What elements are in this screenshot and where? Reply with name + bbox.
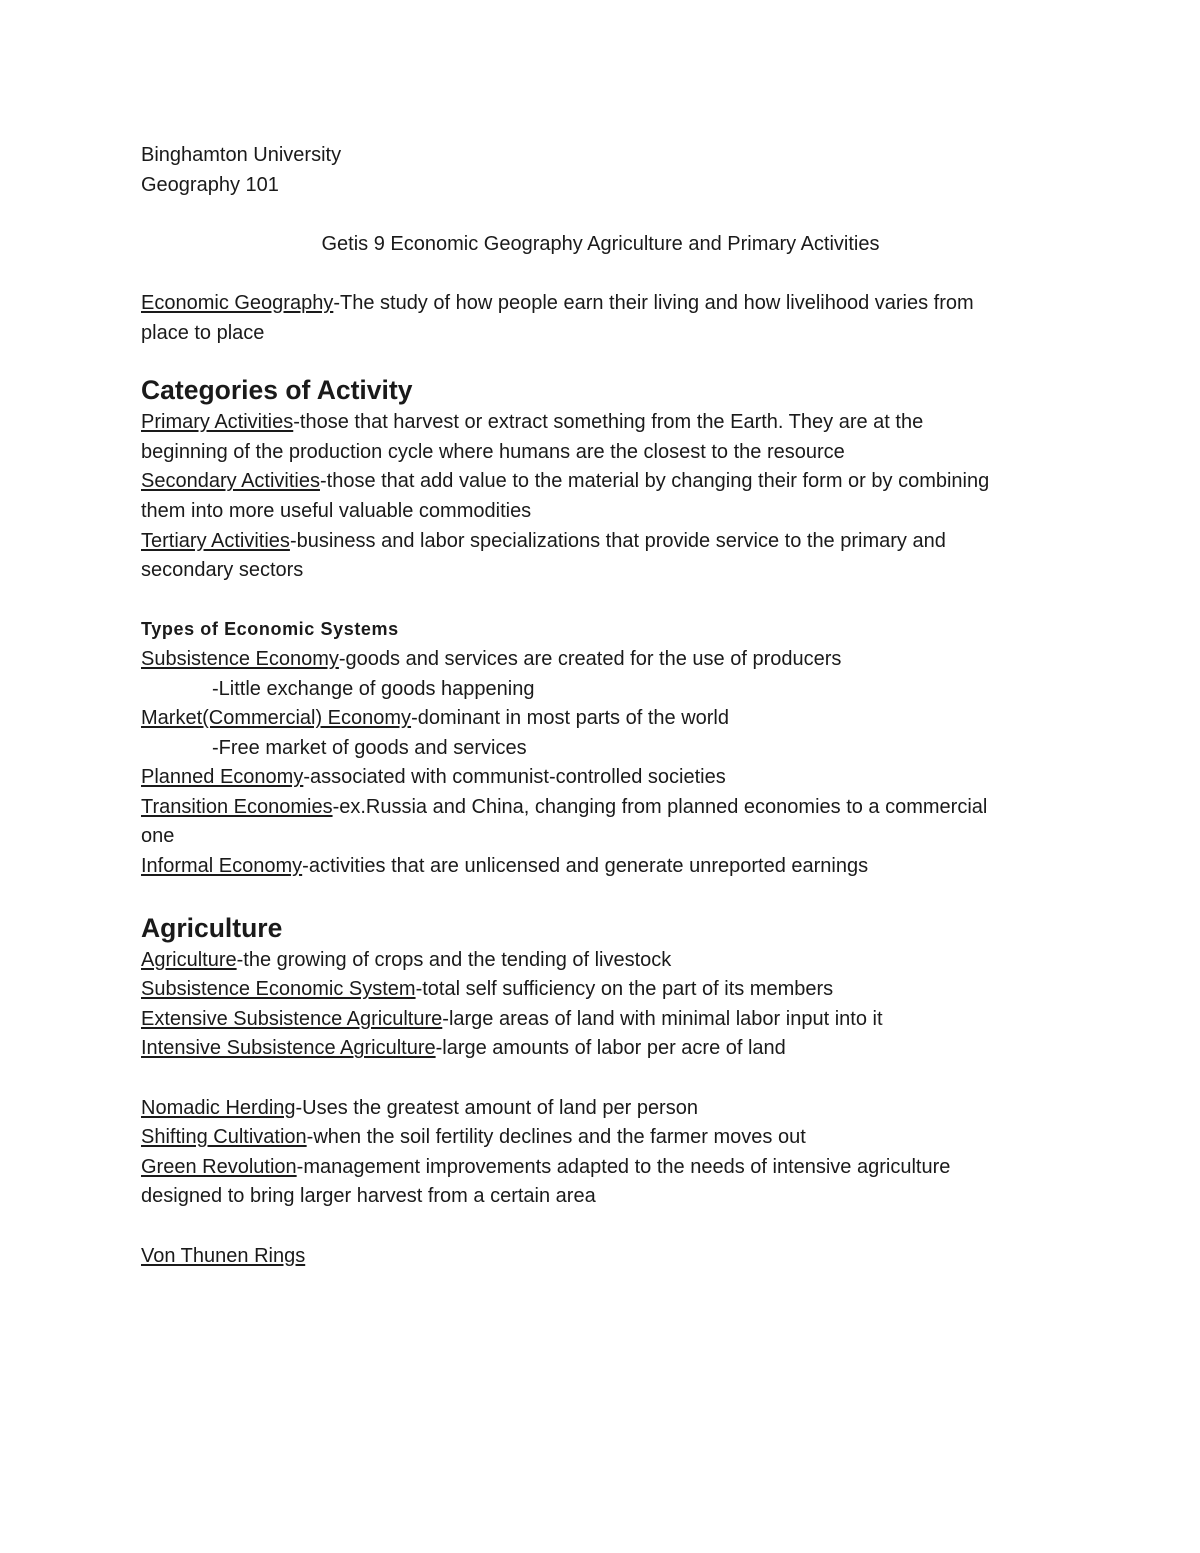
definition-text: -management improvements adapted to the needs of intensive agriculture	[296, 1155, 951, 1178]
definition-text: -goods and services are created for the use of producers	[338, 647, 842, 670]
definition-text: -total self sufficiency on the part of its members	[415, 978, 834, 1001]
definition-text: -when the soil fertility declines and the farmer moves out	[306, 1126, 806, 1149]
von-thunen-line	[141, 1242, 1060, 1272]
spacer	[141, 1212, 1060, 1242]
term-subsistence-economy: Subsistence Economy	[141, 647, 339, 670]
informal-economy-definition	[141, 852, 1060, 882]
spacer	[141, 200, 1060, 230]
heading-economic-systems: Types of Economic Systems	[141, 619, 399, 640]
term-nomadic-herding: Nomadic Herding	[141, 1096, 296, 1119]
term-agriculture: Agriculture	[141, 948, 237, 971]
definition-text: -Uses the greatest amount of land per person	[295, 1096, 698, 1119]
planned-economy-definition	[141, 763, 1060, 793]
term-intensive-subsistence-agriculture: Intensive Subsistence Agriculture	[141, 1037, 436, 1060]
subsistence-economy-definition	[141, 645, 1060, 675]
heading-categories: Categories of Activity	[141, 375, 413, 406]
definition-text: -activities that are unlicensed and generate unreported earnings	[302, 855, 869, 878]
intro-definition	[141, 289, 1060, 319]
tertiary-definition	[141, 527, 1060, 557]
term-extensive-subsistence-agriculture: Extensive Subsistence Agriculture	[141, 1007, 443, 1030]
term-informal-economy: Informal Economy	[141, 855, 303, 878]
term-economic-geography: Economic Geography	[141, 291, 334, 314]
definition-text: -business and labor specializations that provide service to the primary and	[289, 529, 946, 552]
tertiary-continuation: secondary sectors	[141, 559, 304, 582]
extensive-agriculture-definition	[141, 1005, 1060, 1035]
definition-text: -dominant in most parts of the world	[411, 707, 729, 730]
secondary-continuation: them into more useful valuable commodities	[141, 499, 532, 522]
definition-text: -large amounts of labor per acre of land	[435, 1037, 786, 1060]
course-line: Geography 101	[141, 173, 279, 196]
subsistence-system-definition	[141, 975, 1060, 1005]
transition-economies-definition	[141, 793, 1060, 823]
primary-continuation: beginning of the production cycle where humans are the closest to the resource	[141, 440, 845, 463]
definition-text: -large areas of land with minimal labor input into it	[442, 1007, 883, 1030]
document-title: Getis 9 Economic Geography Agriculture and Primary Activities	[321, 232, 880, 255]
term-secondary-activities: Secondary Activities	[141, 470, 320, 493]
secondary-definition	[141, 467, 1060, 497]
nomadic-herding-definition	[141, 1094, 1060, 1124]
agriculture-definition	[141, 946, 1060, 976]
spacer	[141, 259, 1060, 289]
term-primary-activities: Primary Activities	[141, 411, 294, 434]
market-economy-definition	[141, 704, 1060, 734]
transition-economies-continuation: one	[141, 825, 175, 848]
term-green-revolution: Green Revolution	[141, 1155, 297, 1178]
definition-text: -The study of how people earn their living and how livelihood varies from	[333, 291, 974, 314]
term-von-thunen-rings: Von Thunen Rings	[141, 1244, 306, 1267]
spacer	[141, 1064, 1060, 1094]
term-tertiary-activities: Tertiary Activities	[141, 529, 290, 552]
subsistence-economy-note: -Little exchange of goods happening	[212, 677, 535, 700]
heading-agriculture: Agriculture	[141, 912, 283, 943]
green-revolution-continuation: designed to bring larger harvest from a certain area	[141, 1185, 596, 1208]
definition-text: -those that harvest or extract something from the Earth. They are at the	[293, 411, 924, 434]
spacer	[141, 586, 1060, 616]
term-transition-economies: Transition Economies	[141, 795, 333, 818]
term-market-economy: Market(Commercial) Economy	[141, 707, 412, 730]
intro-continuation: place to place	[141, 321, 265, 344]
shifting-cultivation-definition	[141, 1123, 1060, 1153]
term-subsistence-economic-system: Subsistence Economic System	[141, 978, 416, 1001]
definition-text: -the growing of crops and the tending of livestock	[236, 948, 672, 971]
definition-text: -those that add value to the material by changing their form or by combining	[319, 470, 990, 493]
market-economy-note: -Free market of goods and services	[212, 736, 527, 759]
institution-line: Binghamton University	[141, 144, 342, 166]
definition-text: -associated with communist-controlled societies	[303, 766, 726, 789]
term-shifting-cultivation: Shifting Cultivation	[141, 1126, 307, 1149]
term-planned-economy: Planned Economy	[141, 766, 304, 789]
intensive-agriculture-definition	[141, 1034, 1060, 1064]
green-revolution-definition	[141, 1153, 1060, 1183]
definition-text: -ex.Russia and China, changing from planned economies to a commercial	[332, 795, 988, 818]
primary-definition	[141, 408, 1060, 438]
